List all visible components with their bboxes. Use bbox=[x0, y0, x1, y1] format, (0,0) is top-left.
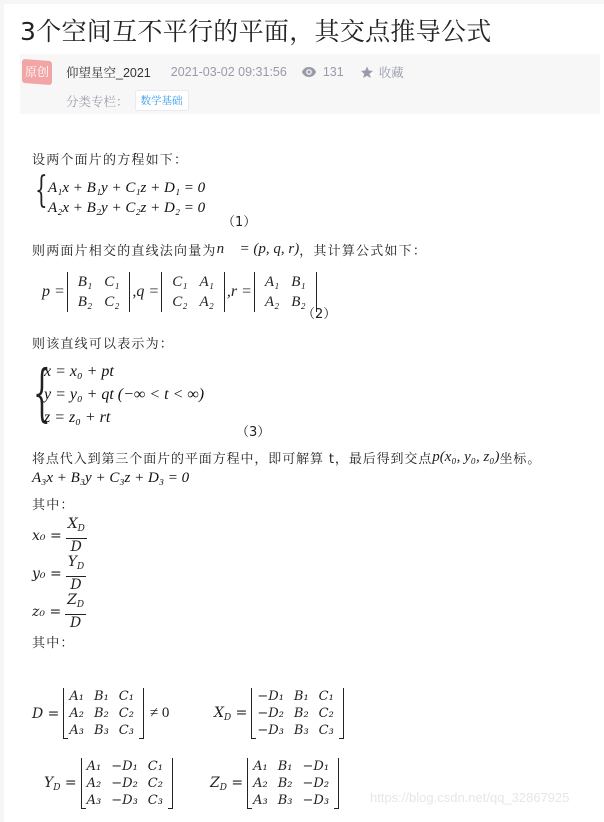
equation-number-1: （1） bbox=[222, 215, 257, 230]
cell: C₃ bbox=[118, 723, 134, 738]
left-brace: { bbox=[33, 356, 51, 429]
x0-lhs: x₀ = bbox=[32, 528, 62, 544]
author-link[interactable]: 仰望星空_2021 bbox=[66, 66, 151, 80]
paragraph-2 bbox=[32, 240, 427, 259]
article-title: 3个空间互不平行的平面，其交点推导公式 bbox=[20, 17, 492, 46]
equation-3-line-3: z = z₀ + rt bbox=[44, 409, 111, 426]
equation-2 bbox=[42, 272, 319, 312]
denominator: D bbox=[70, 615, 82, 631]
cell: C₃ bbox=[318, 723, 334, 738]
equation-number-3: （3） bbox=[236, 425, 271, 440]
normal-vector: n⃗ = (p, q, r) bbox=[216, 241, 300, 257]
cell: A₁ bbox=[253, 759, 268, 774]
cell: B₂ bbox=[293, 706, 309, 721]
D-formula bbox=[32, 688, 169, 739]
paragraph-3: 则该直线可以表示为： bbox=[32, 337, 175, 352]
equation-4: A₃x + B₃y + C₃z + D₃ = 0 bbox=[32, 470, 190, 486]
cell: −D₃ bbox=[257, 723, 284, 738]
category-tag[interactable]: 数学基础 bbox=[135, 90, 189, 111]
p-label: p = bbox=[42, 283, 65, 300]
equation-3-line-1: x = x₀ + pt bbox=[44, 363, 114, 380]
cell: C₁ bbox=[118, 689, 134, 704]
r-label: ,r = bbox=[226, 283, 252, 300]
cell: A₁ bbox=[69, 689, 85, 704]
equation-1-line-1: A₁x + B₁y + C₁z + D₁ = 0 bbox=[48, 180, 206, 196]
numerator: $X_D$ bbox=[66, 516, 87, 539]
cell: C₁ bbox=[104, 274, 120, 290]
equation-number-2: （2） bbox=[302, 307, 337, 322]
y0-formula bbox=[32, 554, 86, 594]
cell: B₁ bbox=[77, 274, 93, 290]
cell: C₂ bbox=[318, 706, 334, 721]
ZD-formula bbox=[210, 758, 339, 809]
x0-formula bbox=[32, 516, 87, 556]
denominator: D bbox=[70, 539, 82, 555]
XD-formula bbox=[214, 688, 344, 739]
cell: B₃ bbox=[277, 793, 293, 808]
z0-formula bbox=[32, 592, 86, 632]
D-nonzero: ≠ 0 bbox=[149, 705, 170, 721]
cell: B₁ bbox=[291, 274, 306, 290]
cell: C₂ bbox=[104, 294, 120, 310]
denominator: D bbox=[70, 577, 82, 593]
cell: A₂ bbox=[86, 776, 102, 791]
cell: B₃ bbox=[293, 723, 309, 738]
q-label: ,q = bbox=[132, 283, 160, 300]
cell: −D₃ bbox=[302, 793, 330, 808]
q-determinant bbox=[161, 272, 225, 312]
equation-3-line-2: y = y₀ + qt (−∞ < t < ∞) bbox=[44, 386, 205, 403]
cell: C₁ bbox=[318, 689, 334, 704]
paragraph-1: 设两个面片的方程如下： bbox=[32, 153, 189, 168]
cell: C₁ bbox=[147, 759, 163, 774]
cell: A₂ bbox=[253, 776, 268, 791]
image-watermark: https://blog.csdn.net/qq_32867925 bbox=[370, 790, 570, 805]
cell: −D₂ bbox=[257, 706, 284, 721]
XD-lhs: $X_D$ = bbox=[214, 704, 248, 723]
cell: B₂ bbox=[291, 294, 306, 310]
YD-lhs: $Y_D$ = bbox=[44, 774, 77, 793]
category-label: 分类专栏： bbox=[66, 93, 129, 109]
paragraph-4-suffix: 坐标。 bbox=[499, 452, 542, 467]
publish-datetime: 2021-03-02 09:31:56 bbox=[170, 65, 287, 79]
equation-1 bbox=[48, 178, 205, 218]
cell: A₃ bbox=[69, 723, 85, 738]
ZD-matrix bbox=[247, 758, 339, 809]
paragraph-4 bbox=[32, 448, 541, 467]
cell: B₂ bbox=[277, 776, 293, 791]
cell: B₁ bbox=[277, 759, 293, 774]
numerator: $Y_D$ bbox=[66, 554, 86, 577]
cell: A₁ bbox=[264, 274, 280, 290]
paragraph-6: 其中： bbox=[32, 636, 75, 651]
view-count-value: 131 bbox=[322, 65, 344, 79]
D-lhs: D = bbox=[32, 705, 60, 722]
equation-1-line-2: A₂x + B₂y + C₂z + D₂ = 0 bbox=[48, 200, 206, 216]
cell: A₁ bbox=[199, 274, 214, 290]
cell: C₃ bbox=[147, 793, 163, 808]
cell: C₁ bbox=[172, 274, 188, 290]
left-brace: { bbox=[35, 170, 48, 211]
cell: B₂ bbox=[94, 706, 109, 721]
intersection-point: p(x₀, y₀, z₀) bbox=[432, 449, 500, 465]
cell: −D₁ bbox=[111, 759, 138, 774]
cell: C₂ bbox=[118, 706, 134, 721]
cell: A₂ bbox=[69, 706, 85, 721]
cell: −D₁ bbox=[257, 689, 284, 704]
cell: B₃ bbox=[94, 723, 109, 738]
YD-formula bbox=[44, 758, 173, 809]
collect-label: 收藏 bbox=[378, 66, 404, 80]
fraction bbox=[66, 554, 86, 594]
fraction bbox=[65, 592, 86, 632]
cell: A₁ bbox=[86, 759, 102, 774]
D-matrix bbox=[63, 688, 144, 739]
z0-lhs: z₀ = bbox=[32, 604, 62, 620]
original-badge-label: 原创 bbox=[24, 64, 49, 79]
cell: −D₂ bbox=[111, 776, 138, 791]
cell: −D₃ bbox=[111, 793, 138, 808]
cell: B₂ bbox=[77, 294, 93, 310]
cell: −D₂ bbox=[302, 776, 330, 791]
cell: B₁ bbox=[293, 689, 309, 704]
p-determinant bbox=[67, 272, 131, 312]
cell: A₂ bbox=[199, 294, 214, 310]
cell: A₂ bbox=[264, 294, 280, 310]
paragraph-4-prefix: 将点代入到第三个面片的平面方程中，即可解算 t，最后得到交点 bbox=[32, 452, 433, 467]
paragraph-2-prefix: 则两面片相交的直线法向量为 bbox=[32, 244, 217, 259]
YD-matrix bbox=[81, 758, 173, 809]
cell: C₂ bbox=[147, 776, 163, 791]
paragraph-2-suffix: ，其计算公式如下： bbox=[299, 244, 428, 259]
numerator: $Z_D$ bbox=[65, 592, 86, 615]
cell: C₂ bbox=[172, 294, 188, 310]
fraction bbox=[66, 516, 87, 556]
equation-3 bbox=[44, 360, 204, 429]
cell: −D₁ bbox=[302, 759, 330, 774]
y0-lhs: y₀ = bbox=[32, 566, 62, 582]
paragraph-5: 其中： bbox=[32, 498, 75, 513]
ZD-lhs: $Z_D$ = bbox=[210, 774, 244, 793]
cell: A₃ bbox=[253, 793, 268, 808]
cell: A₃ bbox=[86, 793, 102, 808]
XD-matrix bbox=[251, 688, 343, 739]
cell: B₁ bbox=[94, 689, 109, 704]
